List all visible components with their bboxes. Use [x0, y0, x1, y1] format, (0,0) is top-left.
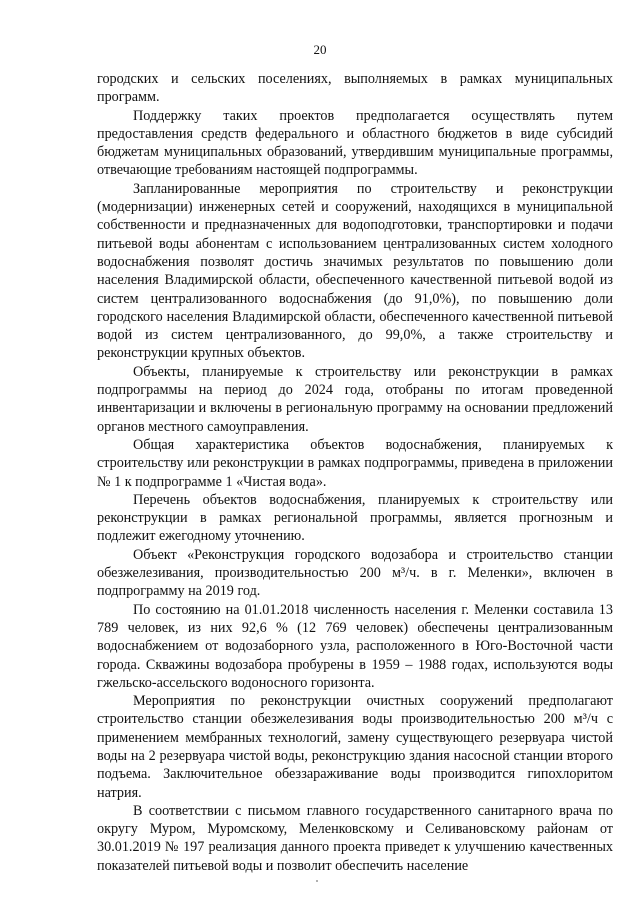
paragraph-general-characteristics: Общая характеристика объектов водоснабжения, планируемых к строительству или реконструкции в рамках подпрограммы, приведена в приложении № 1 к подпрограмме 1 «Чистая вода».: [97, 436, 613, 490]
paragraph-objects-list: Перечень объектов водоснабжения, планируемых к строительству или реконструкции в рамках региональной программы, является прогнозным и подлежит ежегодному уточнению.: [97, 491, 613, 545]
paragraph-continuation: городских и сельских поселениях, выполняемых в рамках муниципальных программ.: [97, 71, 613, 106]
page-number: 20: [313, 42, 327, 57]
paragraph-objects-selection: Объекты, планируемые к строительству или реконструкции в рамках подпрограммы на период до 2024 года, отобраны по итогам проведенной инвентаризации и включены в региональную программу на основании предложений органов местного самоуправления.: [97, 363, 613, 435]
scan-speck: [316, 880, 318, 882]
paragraph-reconstruction-measures: Мероприятия по реконструкции очистных сооружений предполагают строительство станции обезжелезивания воды производительностью 200 м³/ч с применением мембранных технологий, замену существующего резервуара чистой воды на 2 резервуара чистой воды, реконструкцию здания насосной станции второго подъема. Заключительное обеззараживание воды производится гипохлоритом натрия.: [97, 693, 613, 801]
paragraph-project-support: Поддержку таких проектов предполагается осуществлять путем предоставления средств федерального и областного бюджетов в виде субсидий бюджетам муниципальных образований, утвердившим муниципальные программы, отвечающие требованиям настоящей подпрограммы.: [97, 107, 613, 179]
paragraph-melenki-object: Объект «Реконструкция городского водозабора и строительство станции обезжелезивания, производительностью 200 м³/ч. в г. Меленки», включен в подпрограмму на 2019 год.: [97, 546, 613, 600]
paragraph-population: По состоянию на 01.01.2018 численность населения г. Меленки составила 13 789 человек, из них 92,6 % (12 769 человек) обеспечены централизованным водоснабжением от водозаборного узла, расположенного в Юго-Восточной части города. Скважины водозабора пробурены в 1959 – 1988 годах, используются воды гжельско-ассельского водоносного горизонта.: [97, 601, 613, 691]
paragraph-planned-measures: Запланированные мероприятия по строительству и реконструкции (модернизации) инженерных сетей и сооружений, находящихся в муниципальной собственности и предназначенных для водоподготовки, транспортировки и подачи питьевой воды абонентам с использованием централизованных систем холодного водоснабжения позволят достичь значимых результатов по повышению доли населения Владимирской области, обеспеченного качественной питьевой водой из систем централизованного водоснабжения (до 91,0%), по повышению доли городского населения Владимирской области, обеспеченного качественной питьевой водой из систем централизованного, до 99,0%, а также строительству и реконструкции крупных объектов.: [97, 180, 613, 362]
document-body: [97, 70, 613, 875]
paragraph-sanitary-letter: В соответствии с письмом главного государственного санитарного врача по округу Муром, Муромскому, Меленковскому и Селивановскому районам от 30.01.2019 № 197 реализация данного проекта приведет к улучшению качественных показателей питьевой воды и позволит обеспечить население: [97, 802, 613, 874]
